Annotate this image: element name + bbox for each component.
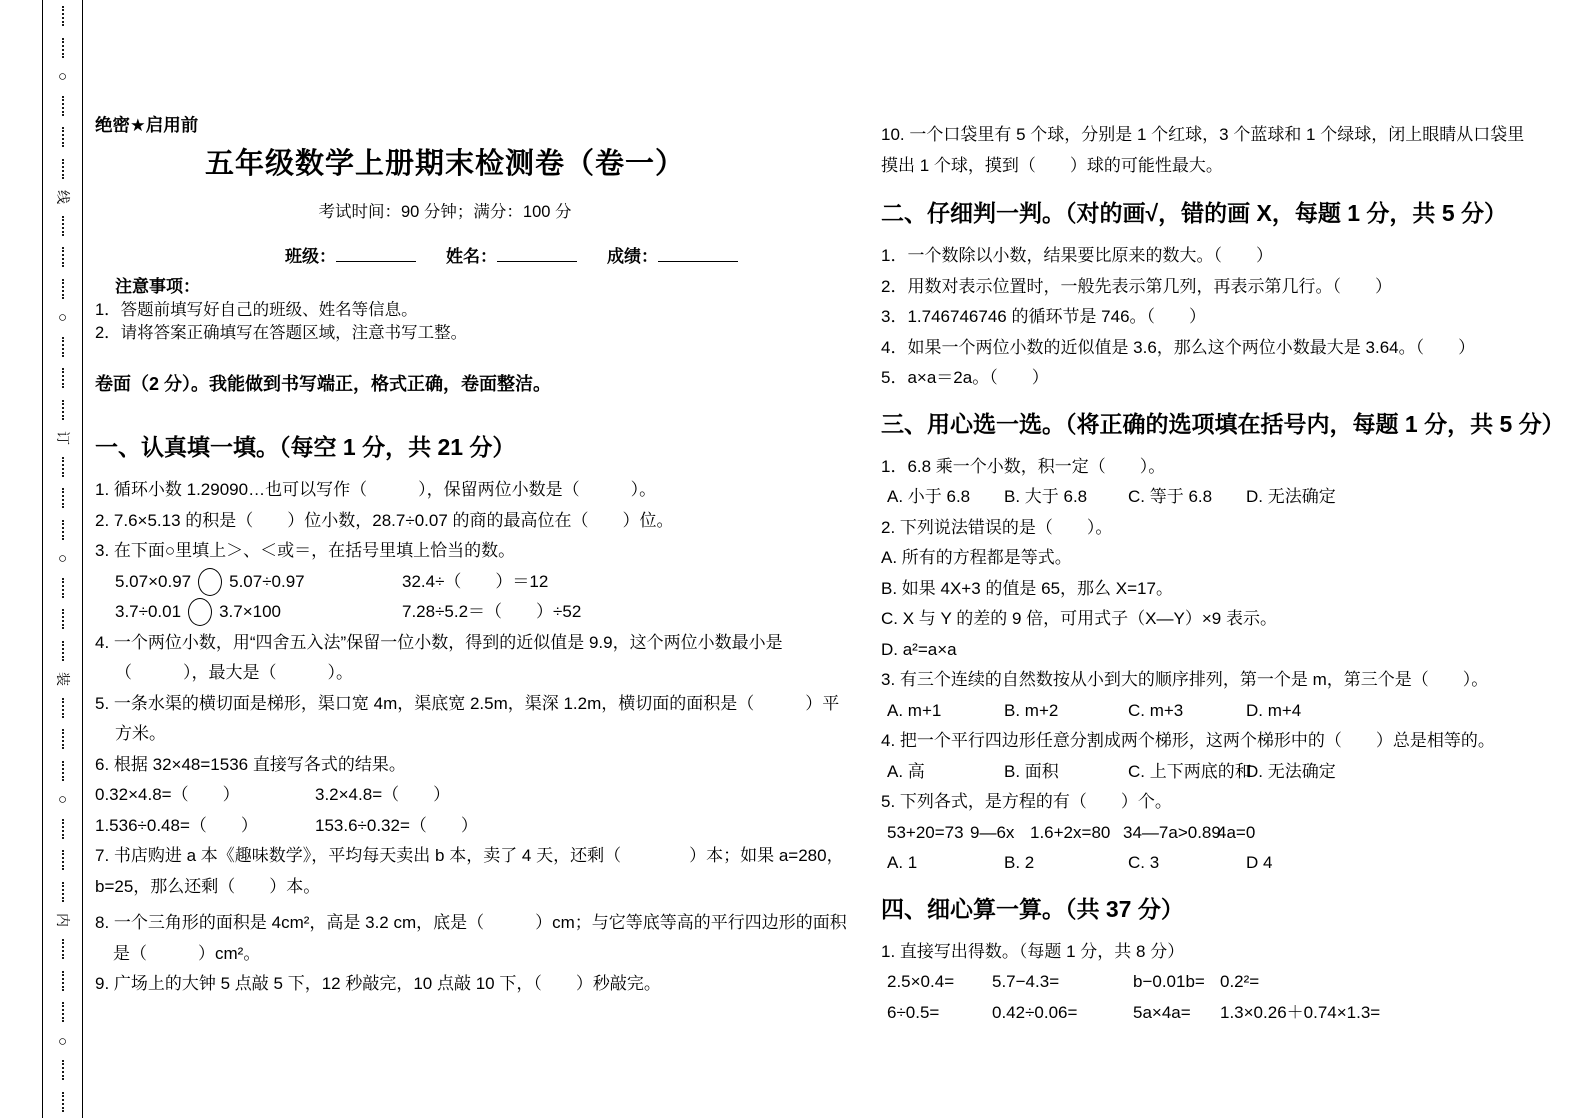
s3-q4: 4. 把一个平行四边形任意分割成两个梯形，这两个梯形中的（ ）总是相等的。 <box>881 731 1495 750</box>
s2-item-5: 5．a×a＝2a。（ ） <box>881 368 1049 387</box>
s4-calc-7: 5a×4a= <box>1133 1002 1191 1022</box>
s1-q9: 9. 广场上的大钟 5 点敲 5 下，12 秒敲完，10 点敲 10 下，（ ）秒敲完。 <box>95 974 661 993</box>
binding-dots <box>62 939 64 959</box>
binding-circle: ○ <box>57 550 68 568</box>
binding-dots <box>62 216 64 236</box>
s1-q4-line2: （ ），最大是（ ）。 <box>115 663 353 682</box>
binding-dots <box>62 882 64 902</box>
s3-q1-options <box>881 482 1551 513</box>
secrecy-label: 绝密★启用前 <box>95 115 199 135</box>
s3-q5: 5. 下列各式，是方程的有（ ）个。 <box>881 792 1172 811</box>
binding-circle: ○ <box>57 68 68 86</box>
binding-dots <box>62 850 64 870</box>
section4-title: 四、细心算一算。（共 37 分） <box>881 895 1184 922</box>
s4-calc-4: 0.2²= <box>1220 972 1260 991</box>
s1-q3-row1-right: 5.07÷0.97 <box>229 571 305 591</box>
s3-q5-options <box>881 848 1551 879</box>
s1-q3-row1-fill: 32.4÷（ ）＝12 <box>402 571 549 591</box>
binding-circle: ○ <box>57 1032 68 1050</box>
binding-dots <box>62 127 64 147</box>
s3-q1-opt-c: C. 等于 6.8 <box>1128 487 1213 506</box>
binding-dots <box>62 729 64 749</box>
field-name-label: 姓名： <box>446 247 497 266</box>
binding-dots <box>62 457 64 477</box>
s1-q3-row1-compare <box>95 567 402 598</box>
binding-dots <box>62 971 64 991</box>
left-column <box>95 0 847 1000</box>
s3-q5-expr-5: 4a=0 <box>1217 822 1256 842</box>
s2-item-2: 2．用数对表示位置时，一般先表示第几列，再表示第几行。（ ） <box>881 276 1392 296</box>
s4-calc-5: 6÷0.5= <box>887 1002 940 1022</box>
s3-q3-opt-a: A. m+1 <box>887 700 942 720</box>
s4-calc-2: 5.7−4.3= <box>992 972 1060 991</box>
s1-q3-row2 <box>95 597 795 628</box>
binding-circle: ○ <box>57 309 68 327</box>
s3-q4-opt-b: B. 面积 <box>1004 761 1059 781</box>
s1-q1: 1. 循环小数 1.29090…也可以写作（ ），保留两位小数是（ ）。 <box>95 480 657 499</box>
s3-q2-opt-c: C. X 与 Y 的差的 9 倍，可用式子（X—Y）×9 表示。 <box>881 609 1277 628</box>
binding-dots <box>62 488 64 508</box>
s1-q2: 2. 7.6×5.13 的积是（ ）位小数，28.7÷0.07 的商的最高位在（ ）位。 <box>95 510 674 530</box>
s3-q5-expressions <box>881 818 1551 849</box>
s1-q6-row1-b: 3.2×4.8=（ ） <box>315 785 451 804</box>
s3-q4-opt-a: A. 高 <box>887 761 925 781</box>
s1-q3-row2-fill: 7.28÷5.2＝（ ）÷52 <box>402 602 582 621</box>
notice-item-1: 1．答题前填写好自己的班级、姓名等信息。 <box>95 301 418 319</box>
notice-title: 注意事项： <box>115 277 200 296</box>
s3-q3: 3. 有三个连续的自然数按从小到大的顺序排列，第一个是 m，第三个是（ ）。 <box>881 670 1489 689</box>
binding-dots <box>62 279 64 299</box>
binding-char: 装 <box>54 672 71 687</box>
s4-calc-8: 1.3×0.26＋0.74×1.3= <box>1220 1002 1381 1022</box>
s3-q4-options <box>881 757 1551 788</box>
s1-q4-line1: 4. 一个两位小数，用“四舍五入法”保留一位小数，得到的近似值是 9.9，这个两位小数最小是 <box>95 632 783 652</box>
s3-q3-opt-d: D. m+4 <box>1246 700 1302 720</box>
exam-info: 考试时间：90 分钟；满分：100 分 <box>318 203 572 221</box>
field-score-label: 成绩： <box>607 247 658 266</box>
s1-q6: 6. 根据 32×48=1536 直接写各式的结果。 <box>95 754 406 774</box>
s1-q5-line2: 方米。 <box>115 724 166 743</box>
s1-q3-row2-compare <box>95 597 402 628</box>
s3-q2-opt-b: B. 如果 4X+3 的值是 65，那么 X=17。 <box>881 578 1173 598</box>
s3-q3-options <box>881 696 1551 727</box>
s3-q1-opt-a: A. 小于 6.8 <box>887 487 971 506</box>
s1-q3: 3. 在下面○里填上＞、＜或＝，在括号里填上恰当的数。 <box>95 541 516 560</box>
s1-q6-row2-a: 1.536÷0.48=（ ） <box>95 815 258 835</box>
s3-q5-opt-d: D 4 <box>1246 853 1273 872</box>
s1-q6-row2-b: 153.6÷0.32=（ ） <box>315 815 478 835</box>
binding-char: 内 <box>54 913 71 928</box>
s3-q5-expr-3: 1.6+2x=80 <box>1030 822 1111 842</box>
s3-q2: 2. 下列说法错误的是（ ）。 <box>881 517 1113 537</box>
s3-q5-opt-a: A. 1 <box>887 853 918 872</box>
comparison-circle <box>188 598 212 626</box>
binding-dots <box>62 641 64 661</box>
s4-calc-1: 2.5×0.4= <box>887 972 955 991</box>
s3-q2-opt-d: D. a²=a×a <box>881 639 957 659</box>
section2-title: 二、仔细判一判。（对的画√，错的画 X，每题 1 分，共 5 分） <box>881 200 1507 226</box>
s2-item-4: 4．如果一个两位小数的近似值是 3.6，那么这个两位小数最大是 3.64。（ ） <box>881 337 1476 357</box>
binding-dots <box>62 819 64 839</box>
s4-calc-6: 0.42÷0.06= <box>992 1002 1078 1022</box>
section1-title: 一、认真填一填。（每空 1 分，共 21 分） <box>95 434 516 460</box>
s3-q5-opt-b: B. 2 <box>1004 853 1035 872</box>
s1-q5-line1: 5. 一条水渠的横切面是梯形，渠口宽 4m，渠底宽 2.5m，渠深 1.2m，横切面的面积是（ ）平 <box>95 693 840 713</box>
binding-dots <box>62 6 64 26</box>
s1-q10-line1: 10. 一个口袋里有 5 个球，分别是 1 个红球，3 个蓝球和 1 个绿球，闭上眼睛从口袋里 <box>881 125 1525 144</box>
binding-dots <box>62 247 64 267</box>
binding-dots <box>62 368 64 388</box>
s2-item-1: 1．一个数除以小数，结果要比原来的数大。（ ） <box>881 246 1273 265</box>
s3-q1: 1．6.8 乘一个小数，积一定（ ）。 <box>881 456 1166 476</box>
binding-dots <box>62 96 64 116</box>
field-class-label: 班级： <box>285 247 336 266</box>
binding-char: 线 <box>54 190 71 205</box>
s1-q8-line1: 8. 一个三角形的面积是 4cm²，高是 3.2 cm，底是（ ）cm；与它等底等高的平行四边形的面积 <box>95 913 847 932</box>
s3-q3-opt-c: C. m+3 <box>1128 700 1184 720</box>
student-info-row <box>285 242 795 267</box>
binding-char: 订 <box>54 431 71 446</box>
s1-q3-row2-right: 3.7×100 <box>219 602 281 621</box>
s3-q1-opt-d: D. 无法确定 <box>1246 487 1336 506</box>
notice-item-2: 2．请将答案正确填写在答题区域，注意书写工整。 <box>95 324 468 342</box>
s1-q6-row1-a: 0.32×4.8=（ ） <box>95 785 240 804</box>
page-title: 五年级数学上册期末检测卷（卷一） <box>204 148 685 180</box>
binding-dots <box>62 159 64 179</box>
binding-circle: ○ <box>57 791 68 809</box>
binding-strip <box>42 0 83 1118</box>
s1-q8-line2: 是（ ）cm²。 <box>113 943 261 963</box>
s2-item-3: 3．1.746746746 的循环节是 746。（ ） <box>881 307 1207 326</box>
binding-dots <box>62 520 64 540</box>
binding-dots <box>62 578 64 598</box>
s4-calc-row1 <box>881 967 1551 998</box>
field-name <box>446 242 577 267</box>
binding-dots <box>62 1002 64 1022</box>
s1-q6-row2 <box>95 811 795 842</box>
binding-dots <box>62 761 64 781</box>
s3-q5-expr-4: 34—7a>0.89 <box>1123 822 1221 842</box>
s1-q7-line1: 7. 书店购进 a 本《趣味数学》，平均每天卖出 b 本，卖了 4 天，还剩（ ）本；如果 a=280， <box>95 846 844 865</box>
field-name-blank <box>497 245 577 262</box>
binding-dots <box>62 337 64 357</box>
binding-dots <box>62 38 64 58</box>
s1-q6-row1 <box>95 780 795 811</box>
comparison-circle <box>198 568 222 596</box>
binding-dots <box>62 1092 64 1112</box>
binding-dots <box>62 400 64 420</box>
right-column <box>881 0 1565 1028</box>
section3-title: 三、用心选一选。（将正确的选项填在括号内，每题 1 分，共 5 分） <box>881 410 1565 437</box>
s3-q5-expr-1: 53+20=73 <box>887 822 964 842</box>
s1-q10-line2: 摸出 1 个球，摸到（ ）球的可能性最大。 <box>881 155 1223 175</box>
s4-calc-row2 <box>881 998 1551 1029</box>
s3-q1-opt-b: B. 大于 6.8 <box>1004 487 1088 506</box>
s1-q3-row1-left: 5.07×0.97 <box>115 571 192 591</box>
binding-dots <box>62 698 64 718</box>
s4-calc-3: b−0.01b= <box>1133 972 1205 991</box>
s3-q3-opt-b: B. m+2 <box>1004 700 1059 720</box>
s3-q5-opt-c: C. 3 <box>1128 853 1160 872</box>
field-score-blank <box>658 245 738 262</box>
s3-q4-opt-d: D. 无法确定 <box>1246 761 1336 781</box>
field-class <box>285 242 416 267</box>
s1-q3-row1 <box>95 567 795 598</box>
s3-q5-expr-2: 9—6x <box>970 822 1015 842</box>
binding-dots <box>62 1060 64 1080</box>
s1-q3-row2-left: 3.7÷0.01 <box>115 602 182 621</box>
binding-dots <box>62 609 64 629</box>
s4-q1: 1. 直接写出得数。（每题 1 分，共 8 分） <box>881 941 1185 961</box>
s3-q4-opt-c: C. 上下两底的和 <box>1128 761 1252 781</box>
paper-neatness-note: 卷面（2 分）。我能做到书写端正，格式正确，卷面整洁。 <box>95 374 552 394</box>
s1-q7-line2: b=25，那么还剩（ ）本。 <box>95 876 321 896</box>
field-class-blank <box>336 245 416 262</box>
field-score <box>607 242 738 267</box>
s3-q2-opt-a: A. 所有的方程都是等式。 <box>881 548 1072 567</box>
